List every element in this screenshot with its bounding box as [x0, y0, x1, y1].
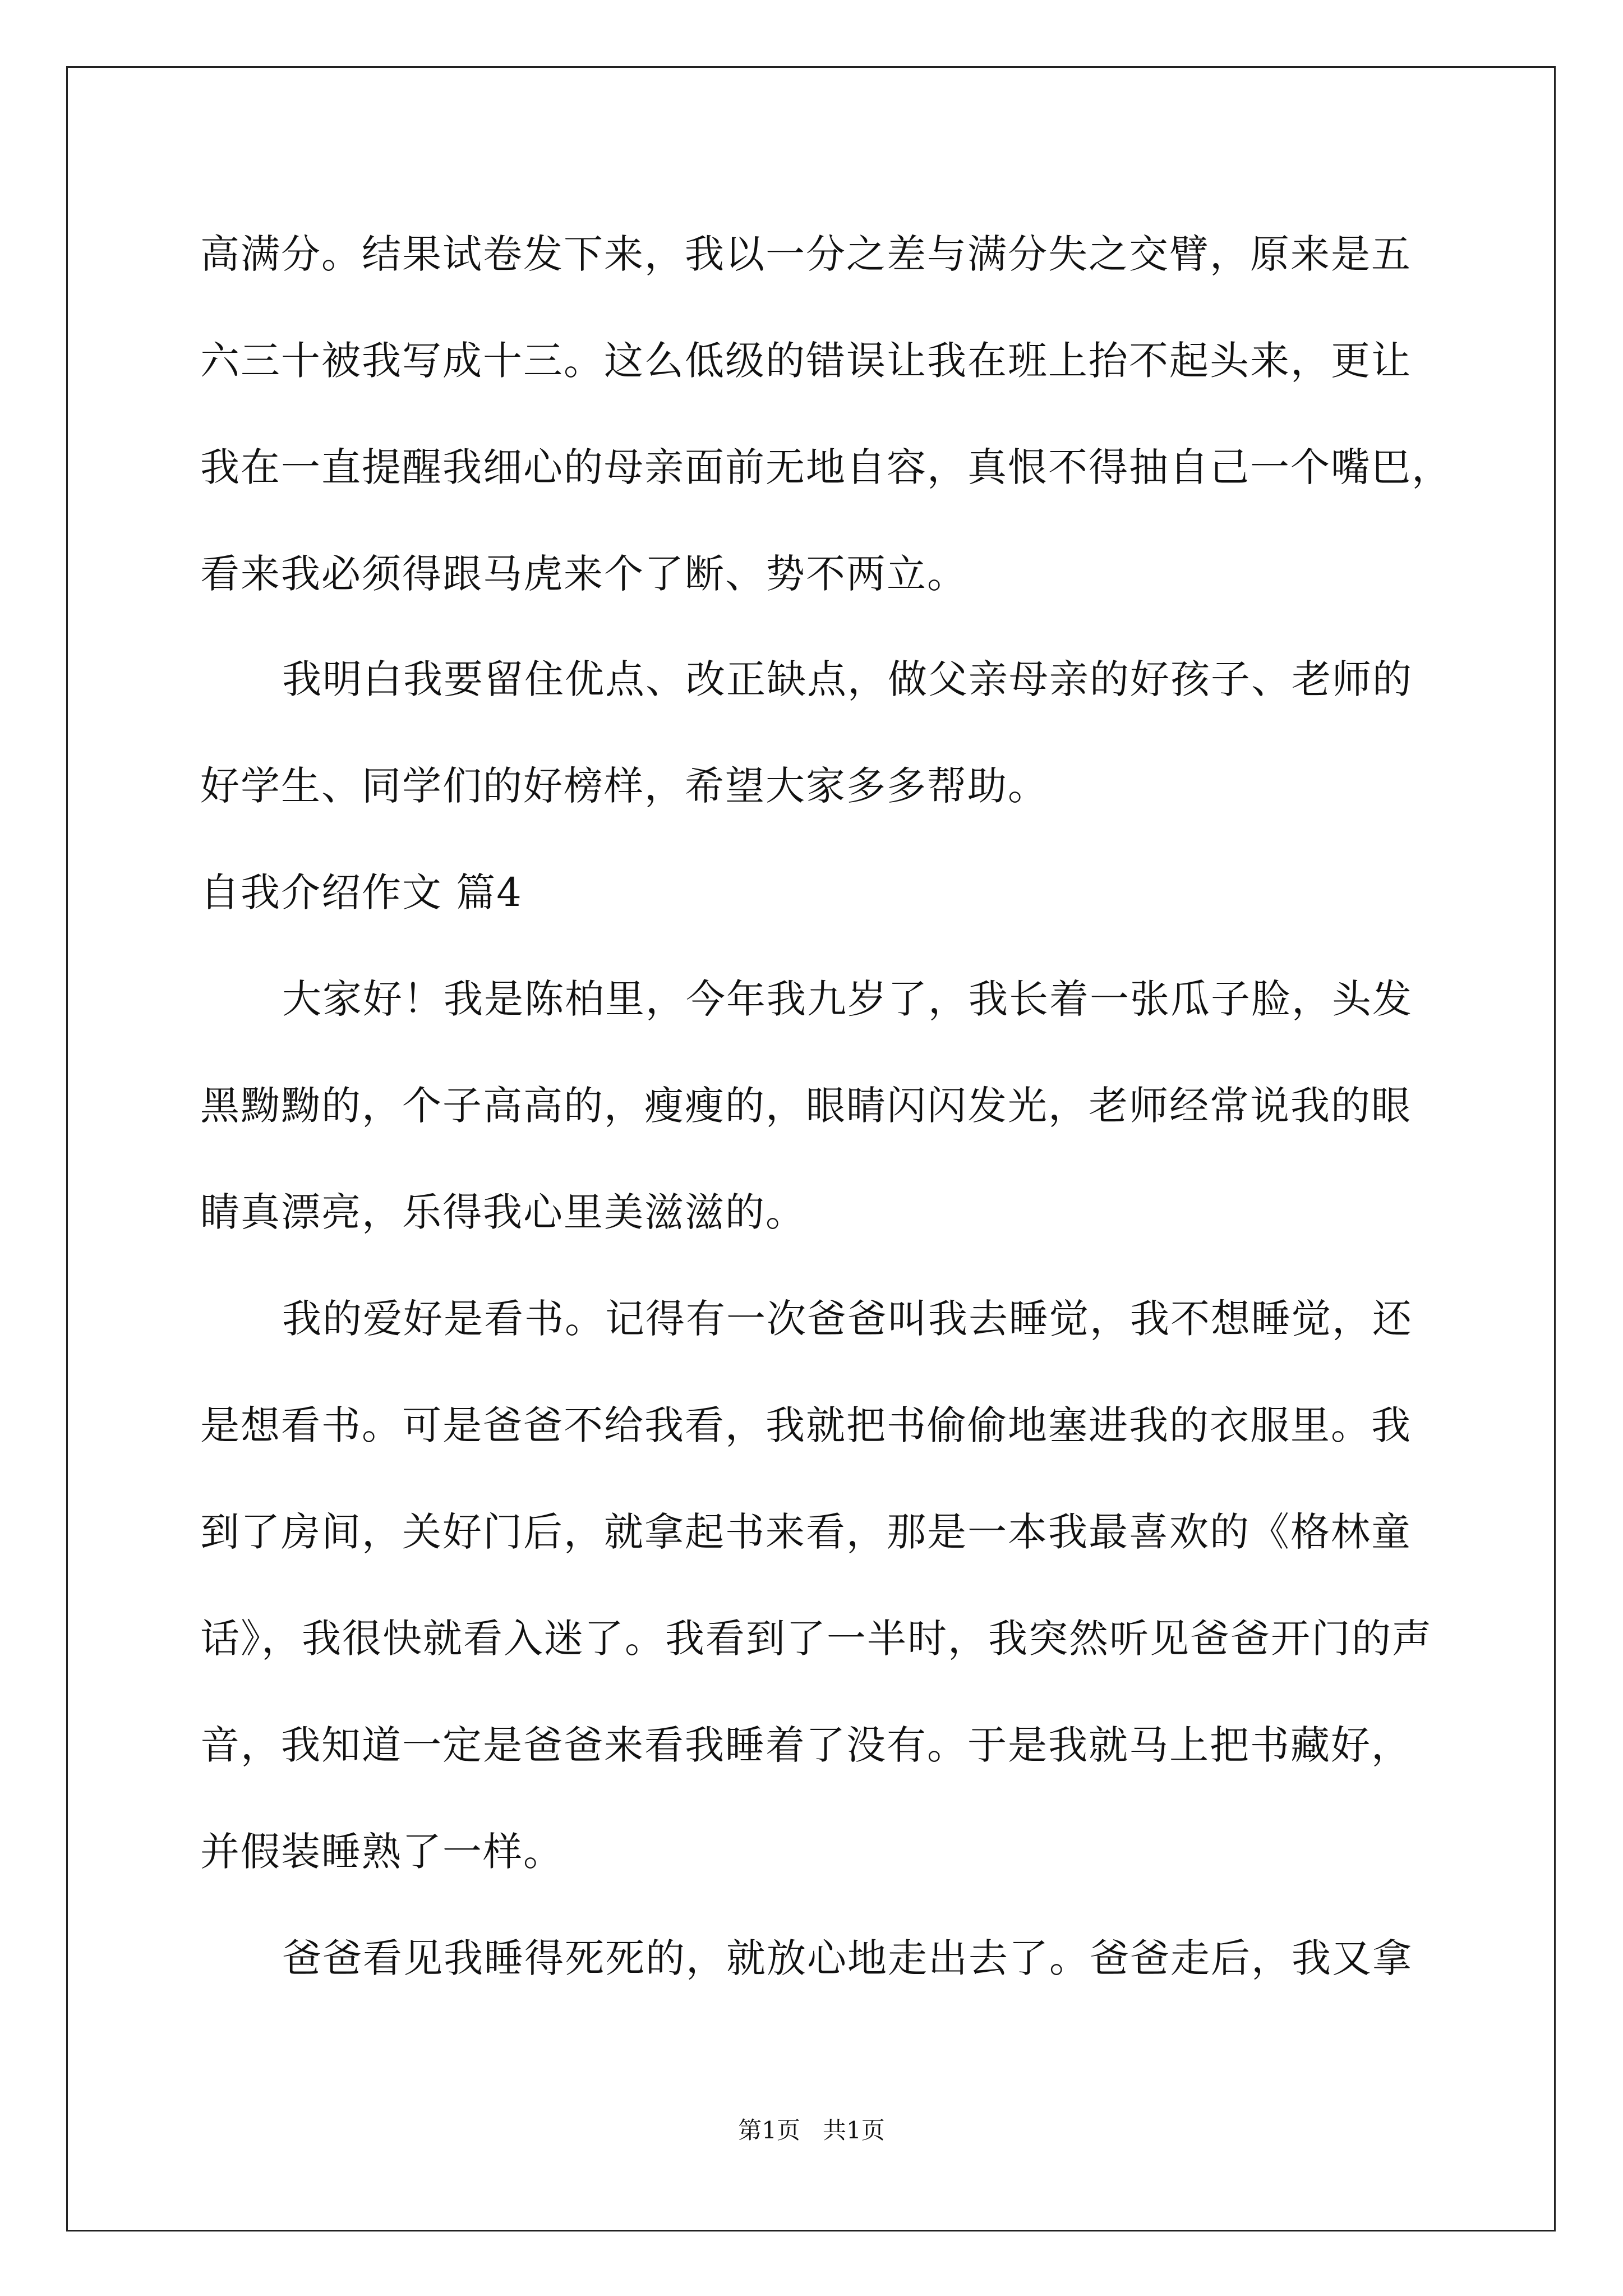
body-line-13: 到了房间，关好门后，就拿起书来看，那是一本我最喜欢的《格林童 — [200, 1509, 1412, 1555]
body-line-3: 我在一直提醒我细心的母亲面前无地自容，真恨不得抽自己一个嘴巴， — [200, 444, 1452, 490]
body-line-5: 我明白我要留住优点、改正缺点，做父亲母亲的好孩子、老师的 — [282, 656, 1413, 702]
body-line-16: 并假装睡熟了一样。 — [200, 1829, 564, 1875]
body-line-11: 我的爱好是看书。记得有一次爸爸叫我去睡觉，我不想睡觉，还 — [282, 1296, 1413, 1342]
section-heading: 自我介绍作文 篇4 — [200, 869, 523, 915]
body-line-4: 看来我必须得跟马虎来个了断、势不两立。 — [200, 551, 967, 597]
page-border — [66, 66, 1556, 2231]
body-line-9: 黑黝黝的，个子高高的，瘦瘦的，眼睛闪闪发光，老师经常说我的眼 — [200, 1083, 1412, 1129]
body-line-17: 爸爸看见我睡得死死的，就放心地走出去了。爸爸走后，我又拿 — [282, 1935, 1413, 1981]
page-footer: 第1页 共1页 — [738, 2116, 885, 2144]
body-line-6: 好学生、同学们的好榜样，希望大家多多帮助。 — [200, 763, 1048, 809]
body-line-15: 音，我知道一定是爸爸来看我睡着了没有。于是我就马上把书藏好， — [200, 1722, 1412, 1768]
body-line-2: 六三十被我写成十三。这么低级的错误让我在班上抬不起头来，更让 — [200, 338, 1412, 384]
body-line-8: 大家好！我是陈柏里，今年我九岁了，我长着一张瓜子脸，头发 — [282, 976, 1413, 1022]
body-line-10: 睛真漂亮，乐得我心里美滋滋的。 — [200, 1189, 806, 1235]
body-line-1: 高满分。结果试卷发下来，我以一分之差与满分失之交臂，原来是五 — [200, 231, 1412, 277]
body-line-12: 是想看书。可是爸爸不给我看，我就把书偷偷地塞进我的衣服里。我 — [200, 1402, 1412, 1448]
body-line-14: 话》，我很快就看入迷了。我看到了一半时，我突然听见爸爸开门的声 — [200, 1616, 1432, 1662]
